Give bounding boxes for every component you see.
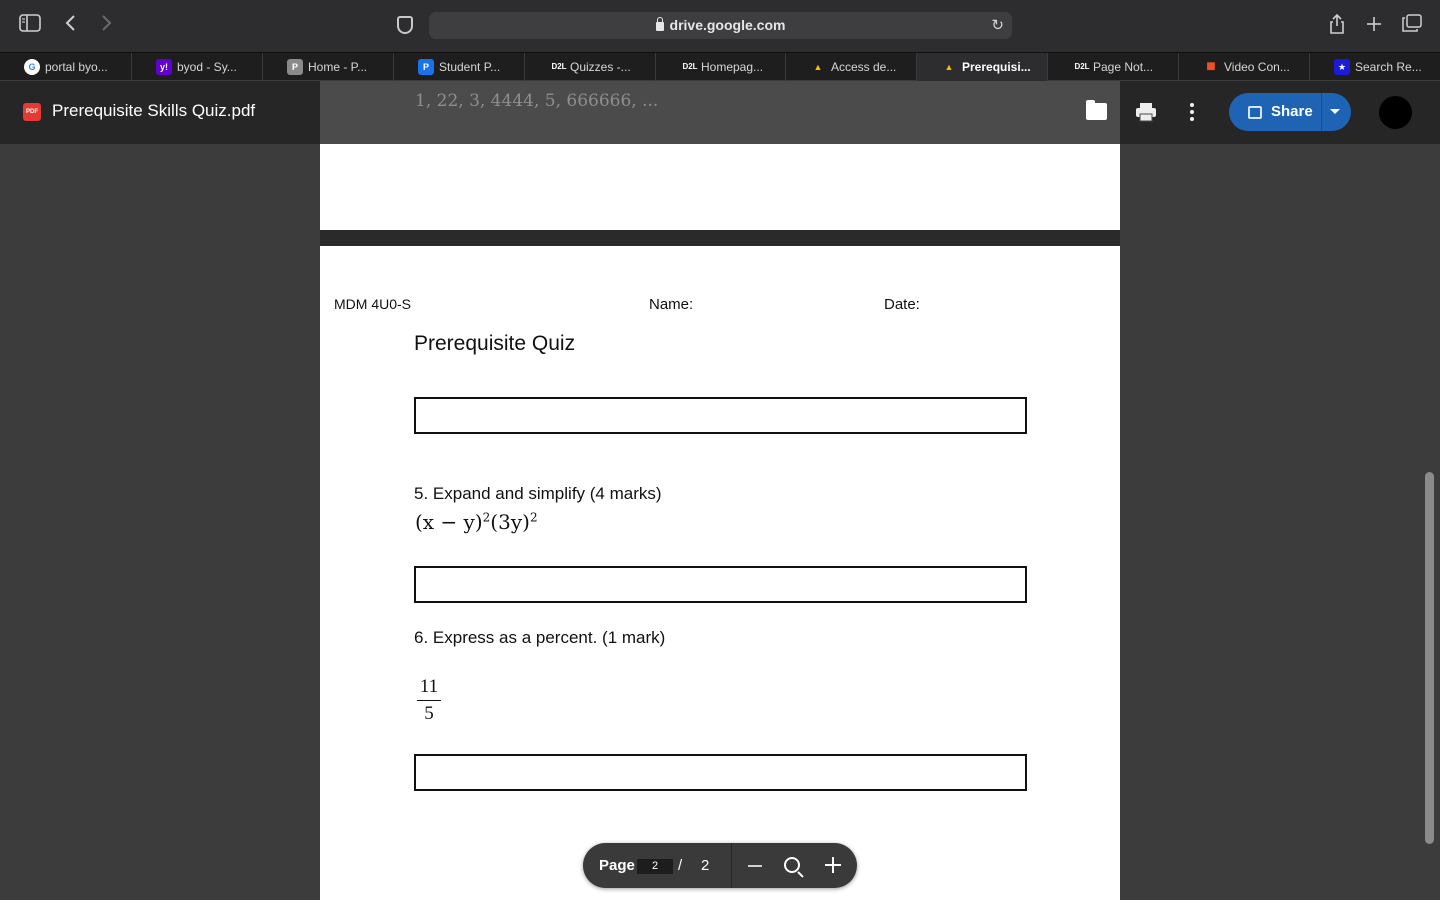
viewer-header — [0, 81, 1440, 144]
forward-icon[interactable] — [94, 14, 118, 38]
answer-box-4 — [414, 397, 1027, 434]
print-icon[interactable] — [1135, 102, 1157, 127]
d2l-icon: D2L — [1072, 59, 1092, 75]
question-5-expression: $(x - y)^2(3y)^2$ — [415, 510, 538, 534]
browser-tab[interactable] — [1309, 53, 1440, 81]
quiz-title: Prerequisite Quiz — [414, 332, 576, 355]
new-tab-icon[interactable] — [1362, 14, 1386, 38]
google-icon: G — [24, 59, 40, 75]
add-to-drive-folder-icon[interactable] — [1086, 103, 1107, 120]
browser-tab[interactable] — [262, 53, 393, 81]
back-icon[interactable] — [59, 14, 83, 38]
browser-tab[interactable] — [916, 53, 1047, 81]
tab-label: Page Not... — [1093, 60, 1154, 74]
share-dropdown-icon[interactable] — [1330, 109, 1340, 114]
p-icon: P — [287, 59, 303, 75]
page-navigation-toolbar: Page 2 / 2 — [583, 843, 857, 888]
browser-tab[interactable] — [785, 53, 916, 81]
building-icon — [1248, 106, 1262, 119]
star-icon: ★ — [1334, 59, 1350, 75]
tab-label: Prerequisi... — [962, 60, 1031, 74]
student-portal-icon: P — [418, 59, 434, 75]
sidebar-toggle-icon[interactable] — [18, 14, 42, 38]
reload-icon[interactable]: ↻ — [991, 17, 1004, 34]
d2l-icon: D2L — [549, 59, 569, 75]
tab-label: Home - P... — [308, 60, 368, 74]
name-label: Name: — [649, 296, 694, 313]
d2l-icon: D2L — [680, 59, 700, 75]
account-avatar[interactable] — [1379, 96, 1412, 129]
previous-page-bottom — [320, 144, 1120, 230]
browser-tab[interactable] — [1047, 53, 1178, 81]
share-button[interactable]: Share — [1229, 93, 1351, 131]
google-drive-icon: ▲ — [941, 59, 957, 75]
pdf-file-icon: PDF — [23, 103, 41, 121]
tab-label: Quizzes -... — [570, 60, 631, 74]
question-6-fraction: $\frac{11}{5}$ — [417, 676, 441, 725]
tab-label: Access de... — [831, 60, 897, 74]
address-bar[interactable] — [429, 12, 1012, 39]
tab-label: Video Con... — [1224, 60, 1290, 74]
date-label: Date: — [884, 296, 920, 313]
obscured-page-text: 1, 22, 3, 4444, 5, 666666, ... — [415, 91, 659, 111]
microsoft-icon: ■ — [1203, 59, 1219, 75]
tab-label: portal byo... — [45, 60, 108, 74]
course-code: MDM 4U0-S — [334, 296, 412, 312]
pdf-page-2 — [320, 246, 1120, 900]
browser-tab[interactable] — [1178, 53, 1309, 81]
tab-label: Student P... — [439, 60, 501, 74]
lock-icon — [656, 22, 664, 31]
tab-label: Homepag... — [701, 60, 764, 74]
browser-toolbar — [0, 0, 1440, 52]
browser-tab[interactable] — [0, 53, 131, 81]
browser-tab[interactable] — [524, 53, 655, 81]
zoom-icon[interactable] — [784, 857, 800, 873]
total-pages: 2 — [701, 857, 710, 874]
browser-tab[interactable] — [393, 53, 524, 81]
browser-tab[interactable] — [131, 53, 262, 81]
file-title: Prerequisite Skills Quiz.pdf — [52, 101, 256, 120]
google-drive-icon: ▲ — [810, 59, 826, 75]
page-label: Page — [599, 857, 635, 874]
tab-overview-icon[interactable] — [1400, 14, 1424, 38]
zoom-in-icon[interactable] — [825, 857, 841, 873]
question-5: 5. Expand and simplify (4 marks) — [414, 484, 662, 503]
share-page-icon[interactable] — [1325, 14, 1349, 38]
yahoo-icon: y! — [156, 59, 172, 75]
tab-label: Search Re... — [1355, 60, 1422, 74]
privacy-shield-icon[interactable] — [397, 16, 413, 34]
url-text: drive.google.com — [669, 17, 786, 33]
question-6: 6. Express as a percent. (1 mark) — [414, 628, 666, 647]
browser-tab[interactable] — [655, 53, 786, 81]
answer-box-6 — [414, 754, 1027, 791]
more-options-icon[interactable] — [1190, 103, 1194, 124]
zoom-out-icon[interactable] — [748, 865, 762, 867]
page-number-input[interactable]: 2 — [637, 859, 673, 874]
tab-label: byod - Sy... — [177, 60, 237, 74]
page-separator — [320, 230, 1120, 246]
answer-box-5 — [414, 566, 1027, 603]
vertical-scrollbar[interactable] — [1425, 472, 1434, 844]
tab-bar — [0, 52, 1440, 80]
